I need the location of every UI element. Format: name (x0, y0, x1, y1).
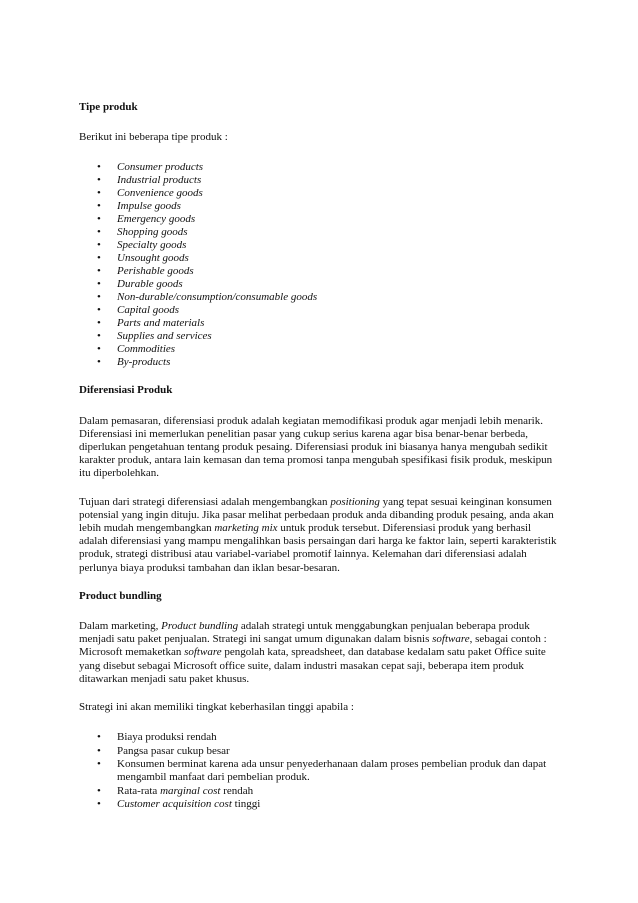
bullet-icon: • (97, 304, 101, 317)
list-item: • Non-durable/consumption/consumable goods (97, 291, 318, 304)
list-item: • Perishable goods (97, 265, 194, 278)
paragraph-bundling-2: Strategi ini akan memiliki tingkat keberhasilan tinggi apabila : (79, 701, 354, 714)
list-item: • Rata-rata marginal cost rendah (97, 784, 254, 797)
list-item: • Customer acquisition cost tinggi (97, 798, 261, 811)
bullet-icon: • (97, 317, 101, 330)
list-item: • Durable goods (97, 278, 183, 291)
list-item: • Consumer products (97, 161, 204, 174)
list-item: • Supplies and services (97, 330, 212, 343)
bullet-icon: • (97, 330, 101, 343)
list-item: • Emergency goods (97, 213, 196, 226)
bullet-icon: • (97, 174, 101, 187)
list-item: • Impulse goods (97, 200, 181, 213)
bullet-icon: • (97, 239, 101, 252)
list-item: • Industrial products (97, 174, 202, 187)
bullet-icon: • (97, 161, 101, 174)
paragraph-bundling-1: Dalam marketing, Product bundling adalah strategi untuk menggabungkan penjualan beberapa produk menjadi satu paket penjualan. Strategi ini sangat umum digunakan dalam bisnis software, sebagai contoh : Microsoft memaketkan software pengolah kata, spreadsheet, dan database kedalam satu paket Office suite yang disebut sebagai Microsoft office suite, dalam industri masakan cepat saji, beberapa item produk ditawarkan menjadi satu paket khusus. (79, 620, 547, 685)
list-item: • Unsought goods (97, 252, 189, 265)
bullet-icon: • (97, 356, 101, 369)
list-item: • Specialty goods (97, 239, 187, 252)
document-body (79, 101, 561, 812)
bullet-icon: • (97, 252, 101, 265)
bullet-icon: • (97, 758, 101, 771)
bullet-icon: • (97, 278, 101, 291)
list-item: • Convenience goods (97, 187, 203, 200)
paragraph-tipe-intro: Berikut ini beberapa tipe produk : (79, 131, 228, 144)
bullet-icon: • (97, 187, 101, 200)
list-item: • By-products (97, 356, 171, 369)
bullet-icon: • (97, 265, 101, 278)
bullet-icon: • (97, 200, 101, 213)
list-item: • Biaya produksi rendah (97, 731, 217, 744)
heading-tipe-produk: Tipe produk (79, 101, 138, 113)
paragraph-diferensiasi-2: Tujuan dari strategi diferensiasi adalah mengembangkan positioning yang tepat sesuai keinginan konsumen potensial yang ingin dituju. Jika pasar melihat perbedaan produk anda dibanding produk pesaing, anda akan lebih mudah mengembangkan marketing mix untuk produk tersebut. Diferensiasi produk yang berhasil adalah diferensiasi yang mampu mengalihkan basis persaingan dari harga ke faktor lain, seperti karakteristik produk, strategi distribusi atau variabel-variabel promotif lainnya. Kelemahan dari diferensiasi adalah perlunya biaya produksi tambahan dan iklan besar-besaran. (79, 495, 557, 574)
bullet-icon: • (97, 731, 101, 744)
bullet-icon: • (97, 744, 101, 757)
bullet-icon: • (97, 291, 101, 304)
bullet-icon: • (97, 213, 101, 226)
success-conditions-list (79, 731, 561, 811)
list-item: • Shopping goods (97, 226, 188, 239)
list-item: • Commodities (97, 343, 176, 356)
list-item: • Capital goods (97, 304, 180, 317)
list-item: • Konsumen berminat karena ada unsur penyederhanaan dalam proses pembelian produk dan dapat mengambil manfaat dari pembelian produk. (97, 758, 547, 784)
list-item: • Pangsa pasar cukup besar (97, 744, 230, 757)
paragraph-diferensiasi-1: Dalam pemasaran, diferensiasi produk adalah kegiatan memodifikasi produk agar menjadi lebih menarik. Diferensiasi ini memerlukan penelitian pasar yang cukup serius karena agar bisa benar-benar berbeda, diperlukan pengetahuan tentang produk pesaing. Diferensiasi produk ini biasanya hanya mengubah sedikit karakter produk, antara lain kemasan dan tema promosi tanpa mengubah spesifikasi fisik produk, meskipun itu diperbolehkan. (79, 414, 553, 480)
list-item: • Parts and materials (97, 317, 205, 330)
heading-product-bundling: Product bundling (79, 589, 162, 602)
bullet-icon: • (97, 343, 101, 356)
heading-diferensiasi-produk: Diferensiasi Produk (79, 384, 173, 397)
product-type-list (79, 161, 561, 369)
bullet-icon: • (97, 784, 101, 797)
bullet-icon: • (97, 798, 101, 811)
bullet-icon: • (97, 226, 101, 239)
